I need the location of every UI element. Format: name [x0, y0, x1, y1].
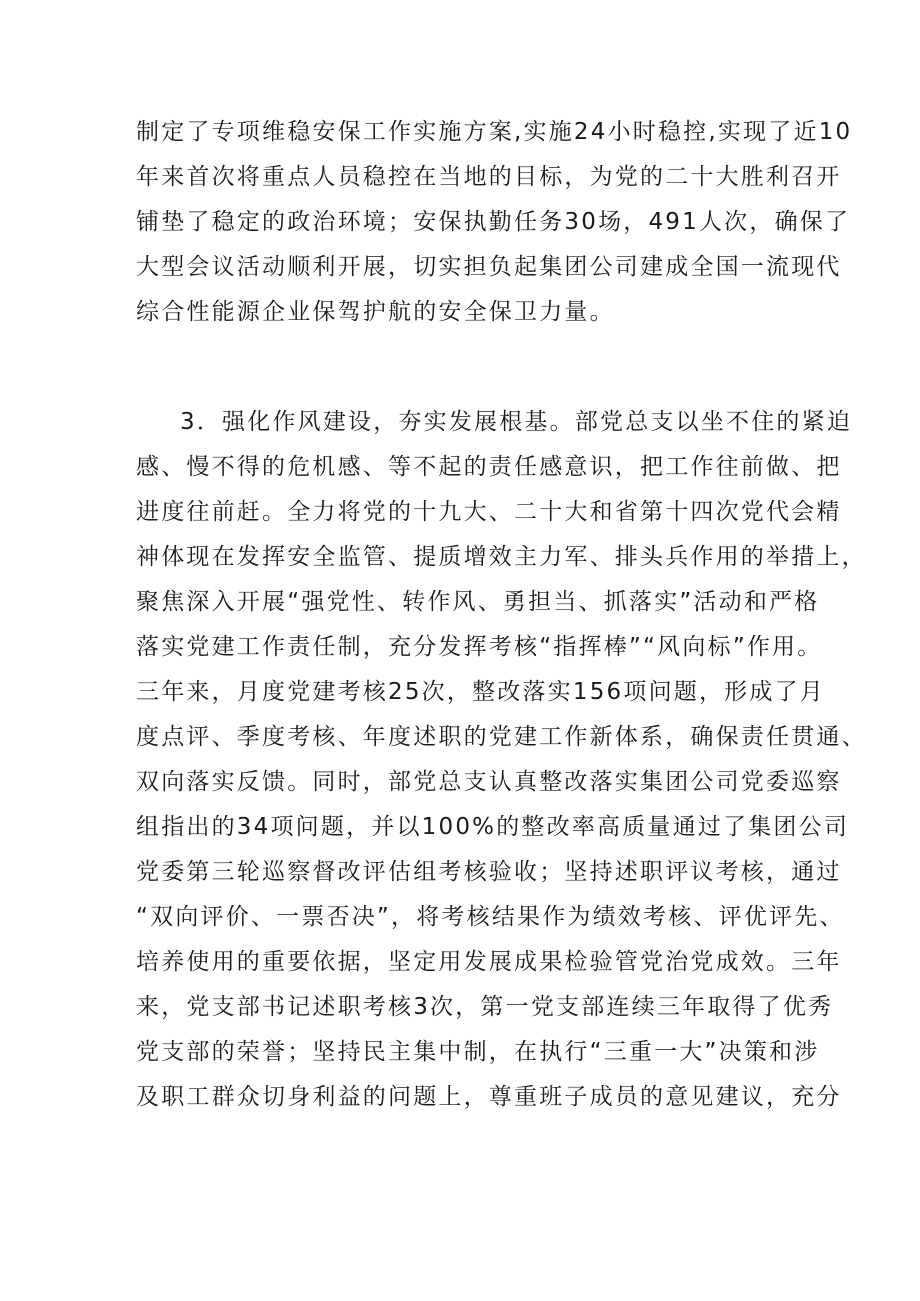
text-line: 度点评、季度考核、年度述职的党建工作新体系，确保责任贯通、 [136, 724, 867, 750]
text-line: 年来首次将重点人员稳控在当地的目标，为党的二十大胜利召开 [136, 164, 842, 190]
text-line: 三年来，月度党建考核25次，整改落实156项问题，形成了月 [136, 679, 825, 705]
text-line: 大型会议活动顺利开展，切实担负起集团公司建成全国一流现代 [136, 254, 842, 280]
text-line: 来，党支部书记述职考核3次，第一党支部连续三年取得了优秀 [136, 994, 834, 1020]
text-line: 培养使用的重要依据，坚定用发展成果检验管党治党成效。三年 [136, 949, 842, 975]
text-line: 3．强化作风建设，夯实发展根基。部党总支以坐不住的紧迫 [180, 409, 853, 435]
text-line: 感、慢不得的危机感、等不起的责任感意识，把工作往前做、把 [136, 454, 842, 480]
text-line: 进度往前赶。全力将党的十九大、二十大和省第十四次党代会精 [136, 499, 842, 525]
text-line: 神体现在发挥安全监管、提质增效主力军、排头兵作用的举措上， [136, 544, 867, 570]
text-line: 及职工群众切身利益的问题上，尊重班子成员的意见建议，充分 [136, 1084, 842, 1110]
text-line: 制定了专项维稳安保工作实施方案,实施24小时稳控,实现了近10 [136, 119, 853, 145]
text-line: 聚焦深入开展“强党性、转作风、勇担当、抓落实”活动和严格 [136, 589, 820, 615]
text-line: 党委第三轮巡察督改评估组考核验收；坚持述职评议考核，通过 [136, 859, 842, 885]
text-line: 组指出的34项问题，并以100%的整改率高质量通过了集团公司 [136, 814, 850, 840]
text-line: 双向落实反馈。同时，部党总支认真整改落实集团公司党委巡察 [136, 769, 842, 795]
text-line: 铺垫了稳定的政治环境；安保执勤任务30场，491人次，确保了 [136, 209, 851, 235]
text-line: 党支部的荣誉；坚持民主集中制，在执行“三重一大”决策和涉 [136, 1039, 820, 1065]
text-line: “双向评价、一票否决”，将考核结果作为绩效考核、评优评先、 [136, 904, 845, 930]
text-line: 综合性能源企业保驾护航的安全保卫力量。 [136, 299, 615, 325]
text-line: 落实党建工作责任制，充分发挥考核“指挥棒”“风向标”作用。 [136, 634, 823, 660]
